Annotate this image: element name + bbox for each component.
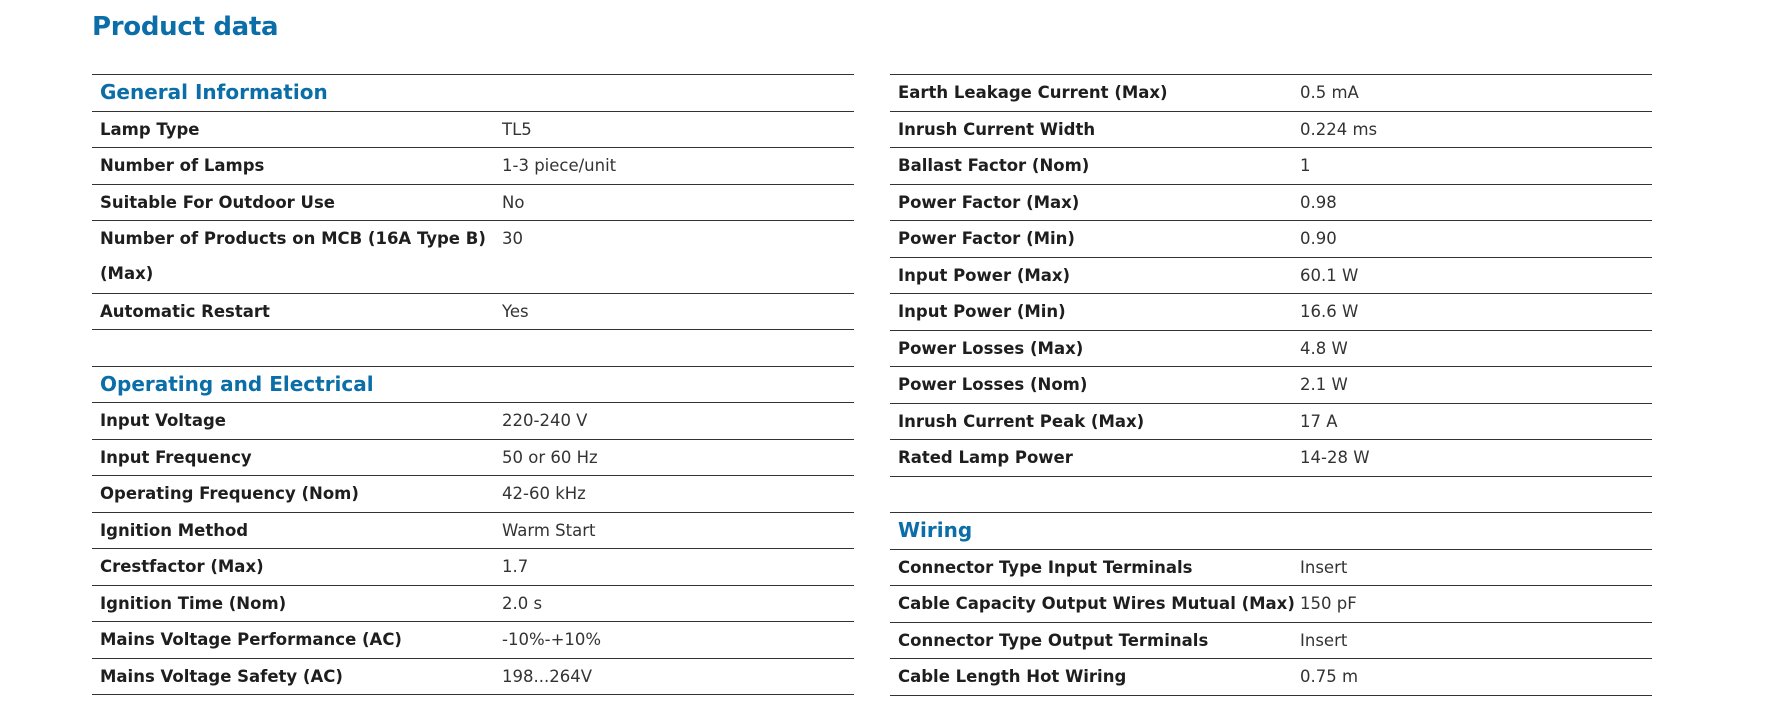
row-value: 1-3 piece/unit — [502, 156, 617, 175]
table-row — [92, 658, 854, 695]
row-label: Number of Products on MCB (16A Type B) (Max) — [100, 229, 486, 283]
table-row — [890, 439, 1652, 476]
row-label: Inrush Current Peak (Max) — [898, 411, 1145, 431]
row-value: 0.75 m — [1300, 667, 1359, 686]
table-row — [890, 111, 1652, 148]
table-row — [890, 622, 1652, 659]
row-value: 2.1 W — [1300, 375, 1348, 394]
row-label: Input Power (Min) — [898, 302, 1066, 321]
row-label: Mains Voltage Safety (AC) — [100, 666, 343, 686]
row-value: 30 — [502, 229, 523, 248]
row-value: 4.8 W — [1300, 338, 1348, 358]
row-value: Warm Start — [502, 520, 596, 540]
table-row — [890, 658, 1652, 695]
row-value: TL5 — [502, 119, 532, 139]
table-row — [92, 293, 854, 330]
row-value: 150 pF — [1300, 594, 1357, 613]
row-value: 60.1 W — [1300, 265, 1359, 285]
row-value: 1 — [1300, 156, 1311, 175]
page-title: Product data — [92, 12, 279, 42]
table-row — [890, 549, 1652, 586]
table-row — [92, 439, 854, 476]
table-row — [890, 293, 1652, 330]
row-value: No — [502, 192, 525, 212]
row-value: 14-28 W — [1300, 448, 1370, 467]
table-row — [890, 257, 1652, 294]
table-row — [890, 184, 1652, 221]
table-bottom-rule — [890, 695, 1652, 696]
row-value: 0.90 — [1300, 229, 1337, 248]
row-label: Automatic Restart — [100, 301, 270, 321]
row-label: Cable Length Hot Wiring — [898, 667, 1127, 686]
table-row — [890, 330, 1652, 367]
section-header-general-information — [92, 74, 854, 111]
row-label: Suitable For Outdoor Use — [100, 192, 335, 212]
row-value: -10%-+10% — [502, 630, 602, 649]
row-label: Power Losses (Nom) — [898, 375, 1088, 394]
row-label: Ignition Method — [100, 520, 249, 540]
table-row — [890, 403, 1652, 440]
row-label: Input Frequency — [100, 447, 252, 467]
row-label: Rated Lamp Power — [898, 448, 1073, 467]
table-row — [92, 585, 854, 622]
table-row — [890, 366, 1652, 403]
row-label: Earth Leakage Current (Max) — [898, 83, 1168, 102]
left-column — [92, 74, 854, 695]
table-row — [92, 548, 854, 585]
row-value: Yes — [502, 301, 529, 321]
row-label: Cable Capacity Output Wires Mutual (Max) — [898, 594, 1295, 613]
table-bottom-rule — [92, 694, 854, 695]
right-column — [890, 74, 1652, 696]
table-row — [92, 147, 854, 184]
table-row — [890, 147, 1652, 184]
row-value: 220-240 V — [502, 411, 588, 430]
row-label: Power Factor (Min) — [898, 229, 1075, 248]
row-label: Input Power (Max) — [898, 265, 1071, 285]
section-heading: Wiring — [898, 518, 973, 542]
row-value: 17 A — [1300, 411, 1338, 431]
row-label: Crestfactor (Max) — [100, 557, 264, 576]
table-row — [92, 512, 854, 549]
row-label: Operating Frequency (Nom) — [100, 484, 359, 503]
row-label: Connector Type Output Terminals — [898, 630, 1209, 650]
section-header-wiring — [890, 512, 1652, 549]
row-value: 0.224 ms — [1300, 119, 1378, 139]
row-value: 16.6 W — [1300, 302, 1359, 321]
row-label: Power Losses (Max) — [898, 338, 1084, 358]
row-value: 0.98 — [1300, 192, 1337, 212]
table-row — [890, 585, 1652, 622]
row-label: Power Factor (Max) — [898, 192, 1080, 212]
section-heading: General Information — [100, 80, 328, 104]
row-label: Ignition Time (Nom) — [100, 593, 287, 613]
row-value: 1.7 — [502, 557, 529, 576]
row-value: 0.5 mA — [1300, 83, 1359, 102]
table-row — [92, 621, 854, 658]
row-value: Insert — [1300, 630, 1348, 650]
table-row — [92, 184, 854, 221]
table-row — [92, 220, 854, 293]
row-label: Connector Type Input Terminals — [898, 557, 1193, 577]
row-label: Inrush Current Width — [898, 119, 1096, 139]
table-row — [890, 220, 1652, 257]
row-value: 2.0 s — [502, 593, 543, 613]
table-row — [92, 111, 854, 148]
row-label: Input Voltage — [100, 411, 226, 430]
section-spacer — [92, 329, 854, 366]
section-spacer — [890, 476, 1652, 513]
row-label: Ballast Factor (Nom) — [898, 156, 1090, 175]
table-row — [890, 74, 1652, 111]
row-value: 42-60 kHz — [502, 484, 586, 503]
row-value: 198...264V — [502, 666, 593, 686]
section-heading: Operating and Electrical — [100, 371, 374, 396]
row-label: Number of Lamps — [100, 156, 265, 175]
row-value: 50 or 60 Hz — [502, 447, 598, 467]
table-row — [92, 402, 854, 439]
row-value: Insert — [1300, 557, 1348, 577]
row-label: Lamp Type — [100, 119, 200, 139]
table-row — [92, 475, 854, 512]
row-label: Mains Voltage Performance (AC) — [100, 630, 402, 649]
section-header-operating-and-electrical — [92, 366, 854, 403]
